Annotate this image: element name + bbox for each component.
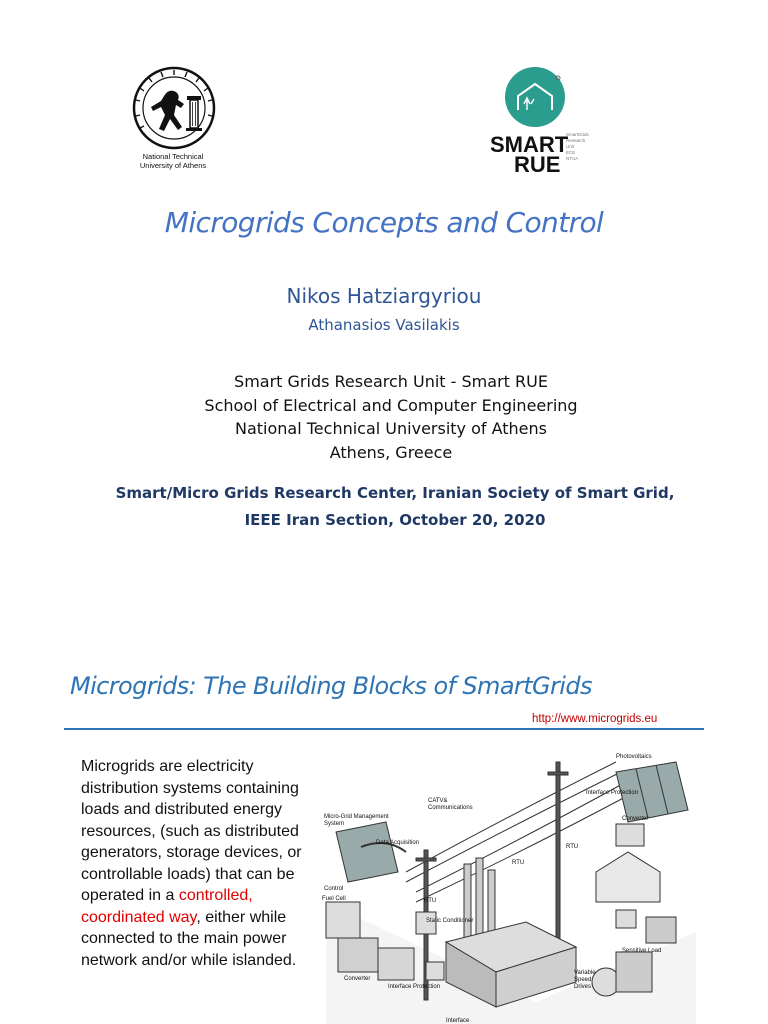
smart-rue-tagline: Unit	[566, 144, 575, 149]
label-rtu: RTU	[566, 844, 579, 850]
event-line: IEEE Iran Section, October 20, 2020	[244, 511, 546, 529]
smart-rue-tagline: Research	[566, 138, 586, 143]
label-mgms-system: System	[324, 821, 345, 827]
event-line: Smart/Micro Grids Research Center, Iranian Society of Smart Grid,	[115, 484, 675, 502]
slide-title: Microgrids Concepts and Control	[164, 206, 604, 239]
smart-rue-word-smart: SMART	[490, 132, 569, 157]
label-photovoltaics: Photovoltaics	[616, 754, 652, 760]
label-sensitive-load: Sensitive Load	[622, 948, 662, 954]
smart-rue-logo	[484, 64, 596, 176]
author-name: Nikos Hatziargyriou	[286, 284, 482, 308]
label-static-conditioner: Static Conditioner	[426, 918, 474, 924]
affiliation-line: National Technical University of Athens	[234, 419, 547, 438]
label-converter: Converter	[344, 976, 371, 982]
ntua-caption-line: University of Athens	[139, 161, 207, 170]
definition-highlight: controlled, coordinated way	[81, 887, 253, 926]
label-mgms: Micro-Grid Management	[324, 814, 389, 820]
smart-rue-tagline: SmartGrids	[566, 132, 589, 137]
microgrids-slide	[0, 640, 768, 1024]
label-communications: Communications	[428, 805, 473, 811]
coauthor-name: Athanasios Vasilakis	[308, 316, 460, 334]
event-block	[0, 480, 768, 534]
label-speed: Speed	[574, 977, 592, 983]
definition-text: Microgrids are electricity distribution systems containing loads and distributed energy resources, (such as distributed generators, storage devices, or controllable loads) that can be operated in a	[81, 758, 302, 904]
ntua-caption-line: National Technical	[142, 152, 204, 161]
affiliation-line: School of Electrical and Computer Engineering	[204, 395, 578, 415]
label-interface: Interface	[446, 1018, 470, 1024]
label-rtu: RTU	[512, 860, 525, 866]
label-rtu: RTU	[424, 898, 437, 904]
label-drives: Drives	[574, 984, 592, 990]
title-divider	[64, 728, 704, 730]
smart-rue-tagline: ECE	[566, 150, 576, 155]
ntua-caption	[118, 152, 228, 170]
affiliation-block	[0, 370, 768, 464]
affiliation-line: Athens, Greece	[329, 442, 453, 462]
microgrid-definition	[81, 756, 313, 971]
slide-title: Microgrids: The Building Blocks of SmartGrids	[70, 672, 592, 700]
label-catv: CATV&	[428, 798, 448, 804]
label-fuel-cell: Fuel Cell	[322, 896, 346, 902]
microgrid-diagram	[316, 752, 696, 1024]
label-data-acquisition: Data Acquisition	[376, 840, 420, 846]
ntua-logo	[124, 66, 224, 166]
smart-rue-tagline: NTUA	[566, 156, 579, 161]
label-control: Control	[324, 886, 344, 892]
label-variable: Variable	[574, 970, 596, 976]
affiliation-line: Smart Grids Research Unit - Smart RUE	[234, 372, 548, 391]
definition-text-end: , either while connected to the main power network and/or while islanded.	[81, 908, 297, 969]
source-link[interactable]: http://www.microgrids.eu	[532, 713, 658, 725]
smart-rue-word-rue: RUE	[514, 152, 561, 176]
label-interface-protection: Interface Protection	[586, 790, 639, 796]
label-interface-protection: Interface Protection	[388, 984, 441, 990]
label-converter: Converter	[622, 816, 649, 822]
